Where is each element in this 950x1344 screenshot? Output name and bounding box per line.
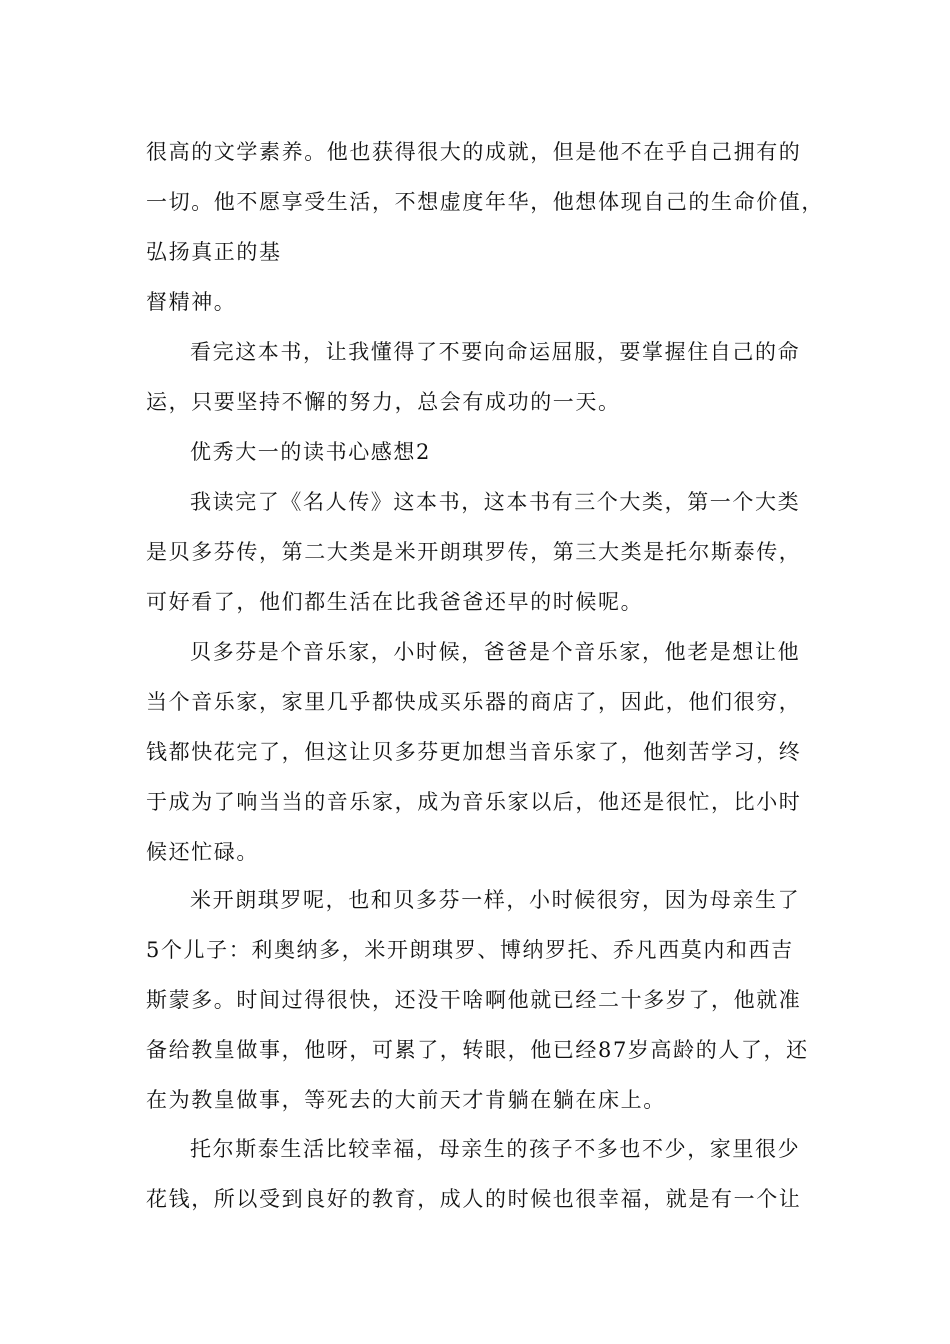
paragraph-first-line: 贝多芬是个音乐家，小时候，爸爸是个音乐家，他老是想让他	[190, 640, 801, 664]
text-line: 钱都快花完了，但这让贝多芬更加想当音乐家了，他刻苦学习，终	[146, 740, 802, 764]
text-line: 当个音乐家，家里几乎都快成买乐器的商店了，因此，他们很穷，	[146, 690, 802, 714]
text-line: 督精神。	[146, 290, 237, 314]
text-line: 运，只要坚持不懈的努力，总会有成功的一天。	[146, 390, 621, 414]
paragraph-first-line: 我读完了《名人传》这本书，这本书有三个大类，第一个大类	[190, 490, 801, 514]
paragraph-first-line: 托尔斯泰生活比较幸福，母亲生的孩子不多也不少，家里很少	[190, 1137, 801, 1161]
paragraph-first-line: 看完这本书，让我懂得了不要向命运屈服，要掌握住自己的命	[190, 340, 801, 364]
text-line: 可好看了，他们都生活在比我爸爸还早的时候呢。	[146, 590, 644, 614]
text-line: 于成为了响当当的音乐家，成为音乐家以后，他还是很忙，比小时	[146, 790, 802, 814]
section-heading: 优秀大一的读书心感想2	[190, 440, 431, 464]
text-line: 花钱，所以受到良好的教育，成人的时候也很幸福，就是有一个让	[146, 1187, 802, 1211]
text-line: 弘扬真正的基	[146, 240, 282, 264]
text-line: 在为教皇做事，等死去的大前天才肯躺在躺在床上。	[146, 1088, 666, 1112]
text-line: 一切。他不愿享受生活，不想虚度年华，他想体现自己的生命价值，	[146, 190, 824, 214]
text-line: 候还忙碌。	[146, 840, 259, 864]
text-line: 很高的文学素养。他也获得很大的成就，但是他不在乎自己拥有的	[146, 140, 802, 164]
paragraph-first-line: 米开朗琪罗呢，也和贝多芬一样，小时候很穷，因为母亲生了	[190, 888, 801, 912]
text-line: 斯蒙多。时间过得很快，还没干啥啊他就已经二十多岁了，他就准	[146, 988, 802, 1012]
text-line: 是贝多芬传，第二大类是米开朗琪罗传，第三大类是托尔斯泰传，	[146, 540, 802, 564]
text-line: 5个儿子：利奥纳多，米开朗琪罗、博纳罗托、乔凡西莫内和西吉	[146, 938, 794, 962]
text-line: 备给教皇做事，他呀，可累了，转眼，他已经87岁高龄的人了，还	[146, 1038, 809, 1062]
